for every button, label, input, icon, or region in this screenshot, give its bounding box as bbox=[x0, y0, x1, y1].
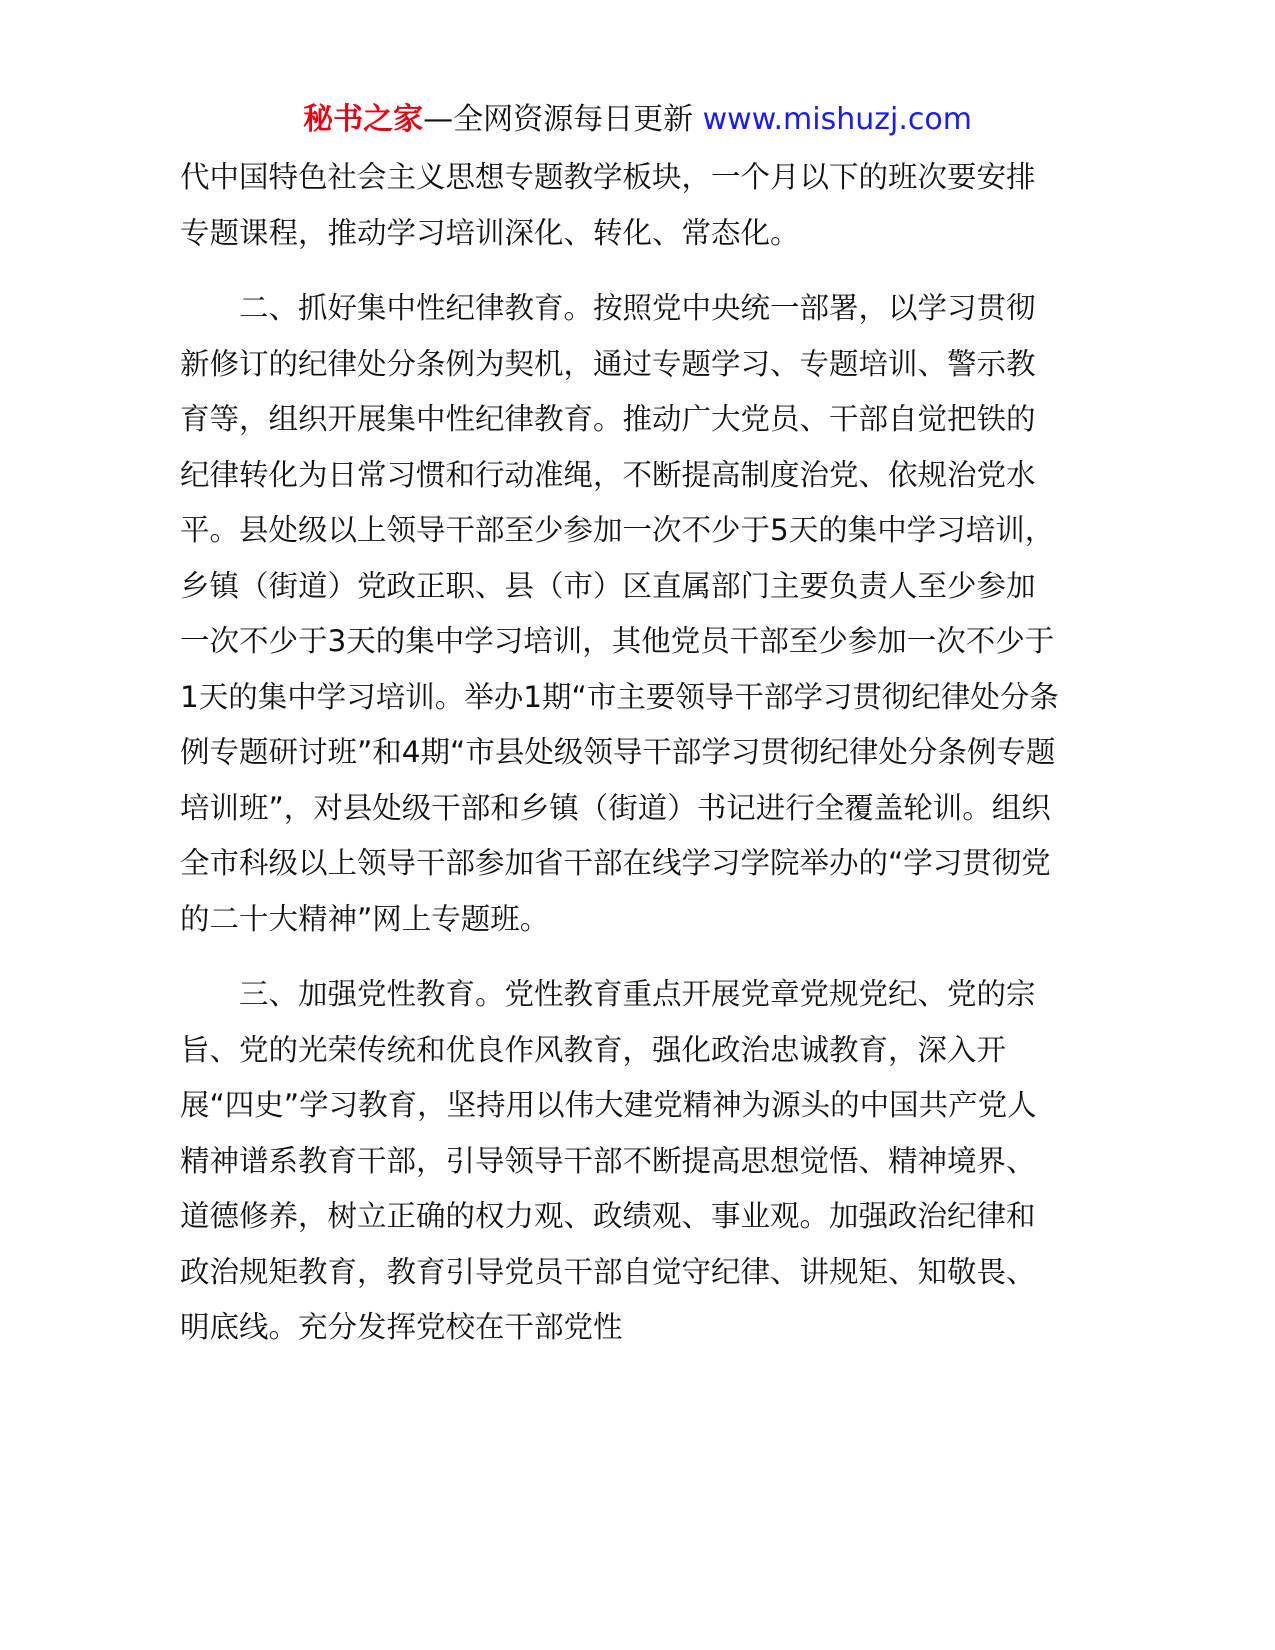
paragraph-continuation: 代中国特色社会主义思想专题教学板块，一个月以下的班次要安排专题课程，推动学习培训深化、转化、常态化。 bbox=[180, 160, 1036, 250]
site-brand: 秘书之家 bbox=[303, 102, 424, 137]
document-body bbox=[180, 150, 1060, 1356]
site-slogan: —全网资源每日更新 bbox=[423, 102, 694, 137]
site-url: www.mishuzj.com bbox=[702, 102, 972, 137]
watermark-header bbox=[0, 98, 1275, 142]
paragraph-section-3: 三、加强党性教育。党性教育重点开展党章党规党纪、党的宗旨、党的光荣传统和优良作风教育，强化政治忠诚教育，深入开展“四史”学习教育，坚持用以伟大建党精神为源头的中国共产党人精神谱系教育干部，引导领导干部不断提高思想觉悟、精神境界、道德修养，树立正确的权力观、政绩观、事业观。加强政治纪律和政治规矩教育，教育引导党员干部自觉守纪律、讲规矩、知敬畏、明底线。充分发挥党校在干部党性 bbox=[180, 977, 1037, 1344]
paragraph-section-2: 二、抓好集中性纪律教育。按照党中央统一部署，以学习贯彻新修订的纪律处分条例为契机，通过专题学习、专题培训、警示教育等，组织开展集中性纪律教育。推动广大党员、干部自觉把铁的纪律转化为日常习惯和行动准绳，不断提高制度治党、依规治党水平。县处级以上领导干部至少参加一次不少于5天的集中学习培训，乡镇（街道）党政正职、县（市）区直属部门主要负责人至少参加一次不少于3天的集中学习培训，其他党员干部至少参加一次不少于1天的集中学习培训。举办1期“市主要领导干部学习贯彻纪律处分条例专题研讨班”和4期“市县处级领导干部学习贯彻纪律处分条例专题培训班”，对县处级干部和乡镇（街道）书记进行全覆盖轮训。组织全市科级以上领导干部参加省干部在线学习学院举办的“学习贯彻党的二十大精神”网上专题班。 bbox=[180, 291, 1059, 936]
